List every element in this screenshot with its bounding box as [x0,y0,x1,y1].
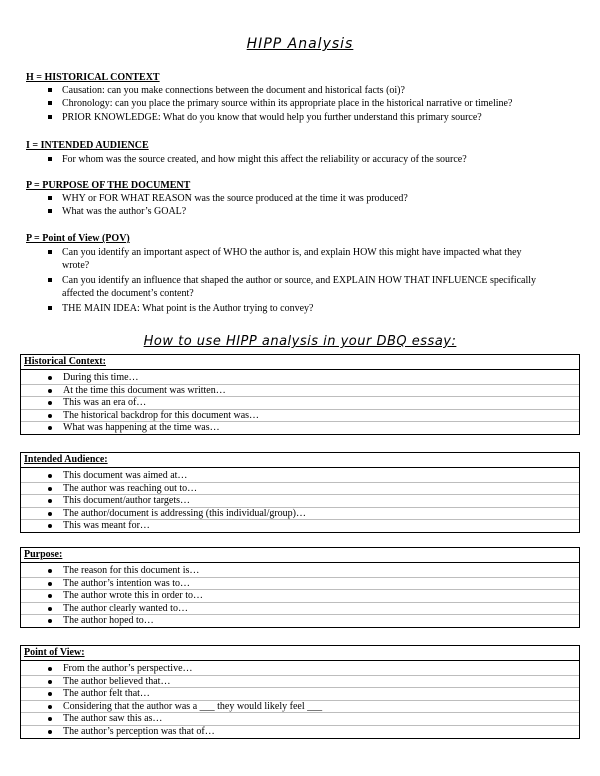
section-list-intended-audience [48,153,467,166]
list-item: At the time this document was written… [21,384,579,397]
list-item: The author/document is addressing (this individual/group)… [21,507,579,520]
essay-subtitle: How to use HIPP analysis in your DBQ essay: [143,334,457,349]
list-item: The reason for this document is… [21,565,579,577]
section-list-historical-context [48,84,512,124]
list-item: The author wrote this in order to… [21,589,579,602]
list-item: PRIOR KNOWLEDGE: What do you know that would help you further understand this primary source? [48,111,512,124]
list-item: THE MAIN IDEA: What point is the Author trying to convey? [48,302,538,315]
list-item: This document was aimed at… [21,470,579,482]
box-point-of-view [20,645,580,739]
box-historical-context [20,354,580,435]
list-item: Can you identify an important aspect of WHO the author is, and explain HOW this might have impacted what they wrote? [48,246,538,273]
list-item: What was happening at the time was… [21,421,579,434]
box-heading: Point of View: [21,646,579,661]
page-title: HIPP Analysis [246,36,354,52]
list-item: This document/author targets… [21,494,579,507]
list-item: For whom was the source created, and how might this affect the reliability or accuracy of the source? [48,153,467,166]
list-item: The author clearly wanted to… [21,602,579,615]
list-item: The author was reaching out to… [21,482,579,495]
box-list [21,370,579,434]
list-item: Causation: can you make connections between the document and historical facts (oi)? [48,84,512,97]
list-item: The author hoped to… [21,614,579,627]
list-item: During this time… [21,372,579,384]
list-item: This was meant for… [21,519,579,532]
section-heading-intended-audience: I = INTENDED AUDIENCE [26,140,149,151]
list-item: The author’s perception was that of… [21,725,579,738]
section-heading-historical-context: H = HISTORICAL CONTEXT [26,72,160,83]
section-heading-purpose: P = PURPOSE OF THE DOCUMENT [26,180,191,191]
list-item: Chronology: can you place the primary source within its appropriate place in the historical narrative or timeline? [48,97,512,110]
box-intended-audience [20,452,580,533]
list-item: The author’s intention was to… [21,577,579,590]
box-heading: Purpose: [21,548,579,563]
section-list-purpose [48,192,408,219]
list-item: The author saw this as… [21,712,579,725]
section-heading-point-of-view: P = Point of View (POV) [26,233,130,244]
section-list-point-of-view [48,246,538,315]
box-purpose [20,547,580,628]
list-item: From the author’s perspective… [21,663,579,675]
list-item: The historical backdrop for this document was… [21,409,579,422]
list-item: What was the author’s GOAL? [48,205,408,218]
box-list [21,468,579,532]
box-heading: Historical Context: [21,355,579,370]
list-item: This was an era of… [21,396,579,409]
box-heading: Intended Audience: [21,453,579,468]
list-item: The author felt that… [21,687,579,700]
list-item: Can you identify an influence that shaped the author or source, and EXPLAIN HOW THAT INFLUENCE specifically affected the document’s content? [48,274,538,301]
box-list [21,661,579,738]
box-list [21,563,579,627]
list-item: Considering that the author was a ___ they would likely feel ___ [21,700,579,713]
list-item: The author believed that… [21,675,579,688]
list-item: WHY or FOR WHAT REASON was the source produced at the time it was produced? [48,192,408,205]
